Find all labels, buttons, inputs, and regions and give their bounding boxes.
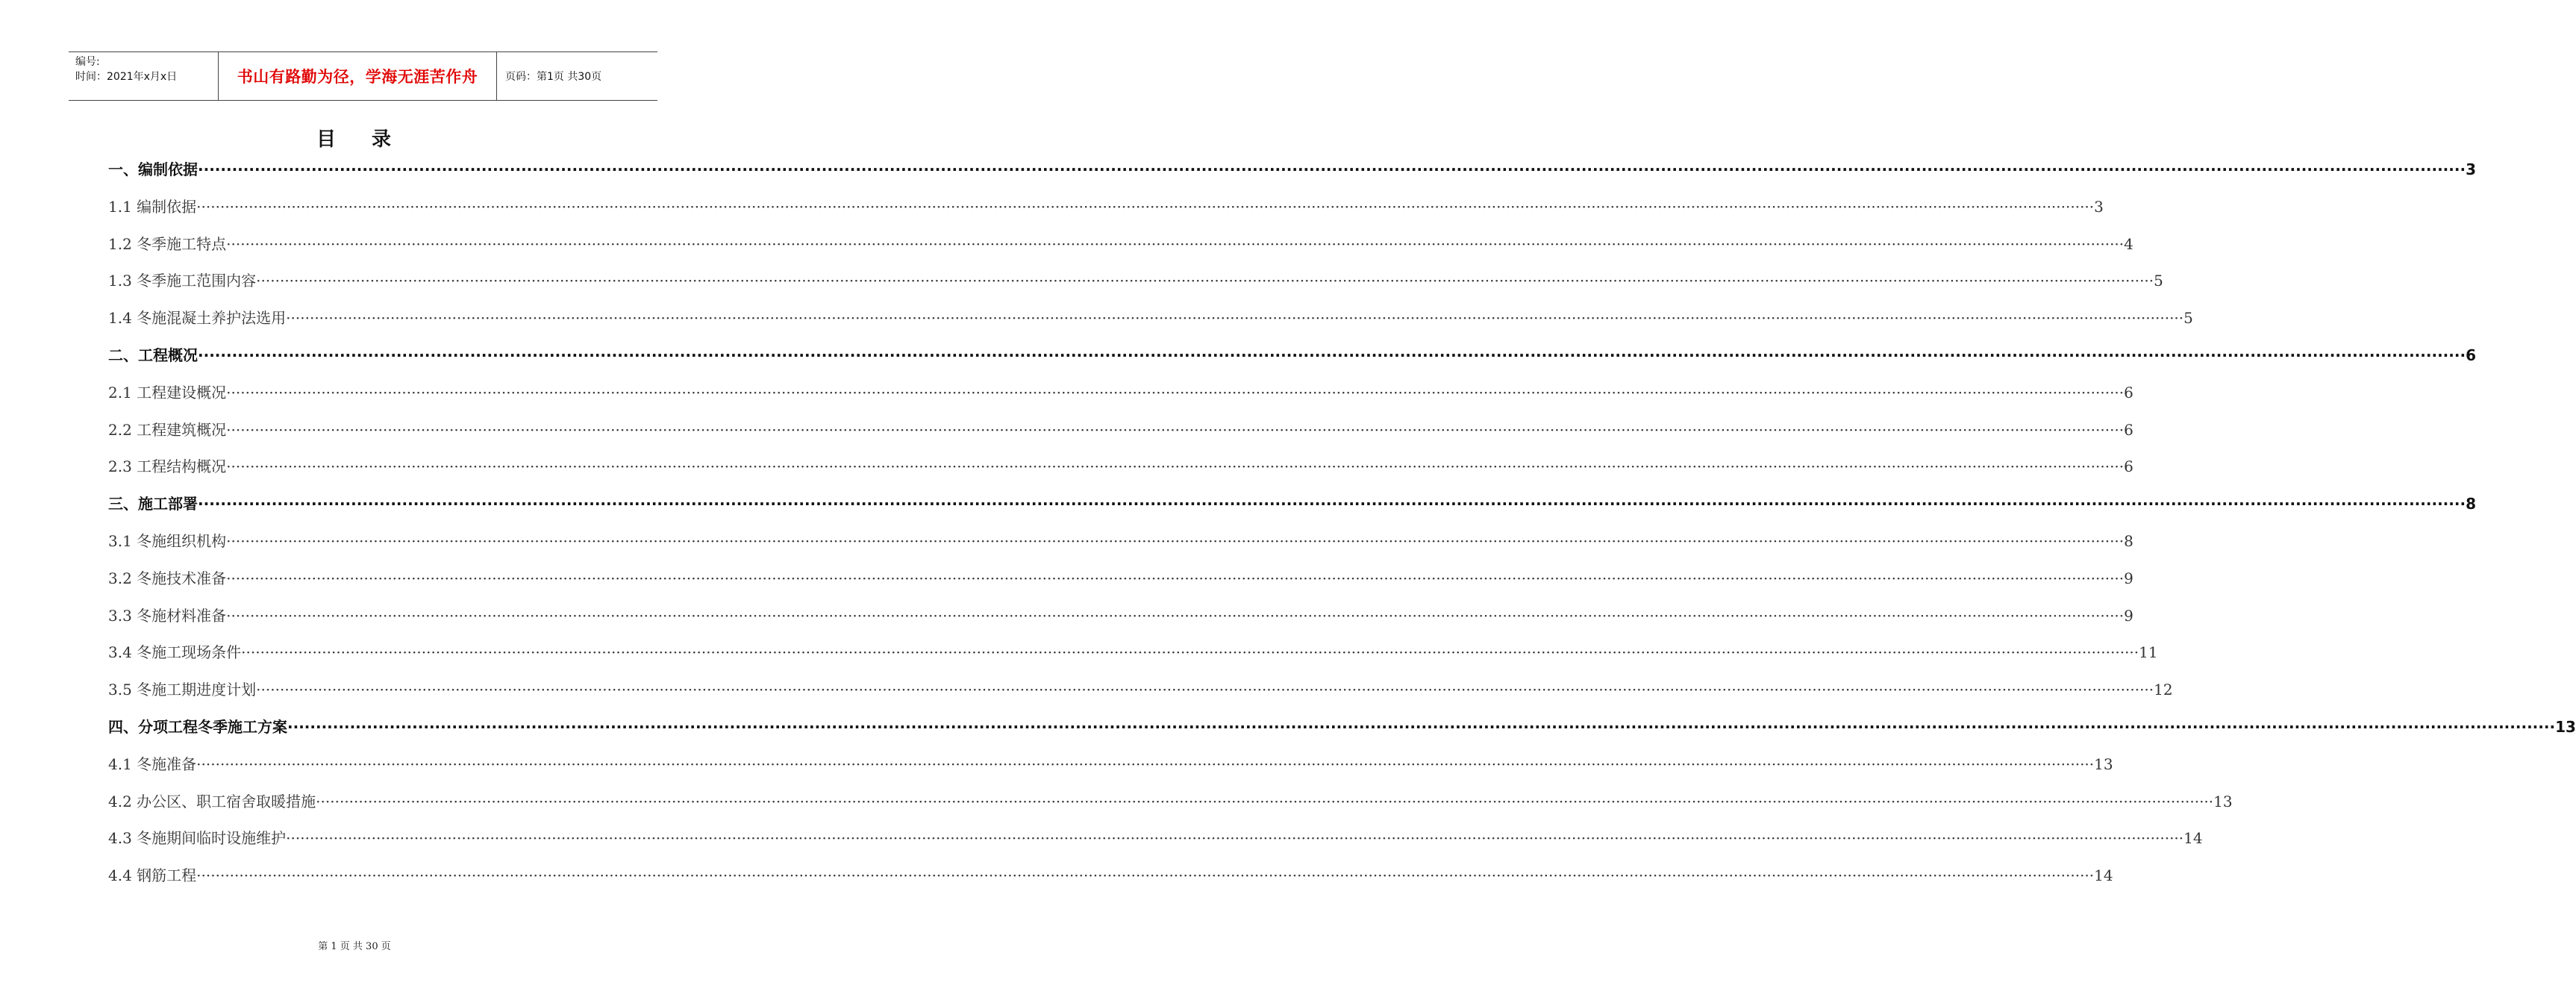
toc-leader-dots: ················································································································································································································································································································································································································	[196, 754, 2095, 773]
toc-entry-label: 四、分项工程冬季施工方案	[108, 718, 287, 736]
toc-leader-dots: ················································································································································································································································································································································································································	[198, 160, 2466, 178]
toc-entry-page: 3	[2094, 197, 2104, 216]
toc-entry-label: 4.4 钢筋工程	[108, 866, 197, 885]
toc-entry-label: 2.2 工程建筑概况	[108, 420, 227, 439]
toc-entry[interactable]	[108, 195, 2104, 219]
title-left-char: 目	[316, 128, 337, 151]
toc-leader-dots: ················································································································································································································································································································································································································	[316, 792, 2214, 810]
toc-leader-dots: ················································································································································································································································································································································································································	[226, 420, 2125, 439]
toc-entry-page: 13	[2094, 754, 2113, 773]
toc-entry-page: 5	[2183, 309, 2193, 328]
toc-leader-dots: ················································································································································································································································································································································································································	[226, 383, 2125, 401]
toc-entry-label: 3.3 冬施材料准备	[108, 606, 227, 625]
toc-entry[interactable]	[108, 306, 2193, 330]
toc-entry-label: 2.1 工程建设概况	[108, 383, 227, 401]
toc-entry-label: 1.2 冬季施工特点	[108, 234, 227, 253]
toc-entry[interactable]	[108, 790, 2233, 813]
toc-entry[interactable]	[108, 454, 2133, 478]
toc-entry[interactable]	[108, 157, 2476, 181]
toc-entry-page: 6	[2466, 346, 2476, 364]
toc-entry-page: 9	[2124, 569, 2133, 587]
toc-entry-label: 三、施工部署	[108, 495, 198, 513]
toc-entry-label: 4.3 冬施期间临时设施维护	[108, 829, 287, 848]
toc-entry[interactable]	[108, 418, 2133, 442]
toc-entry-page: 9	[2124, 606, 2133, 625]
toc-entry-label: 1.1 编制依据	[108, 197, 197, 216]
toc-leader-dots: ················································································································································································································································································································································································································	[226, 606, 2125, 625]
toc-entry[interactable]	[108, 269, 2163, 293]
toc-entry-label: 二、工程概况	[108, 346, 198, 364]
toc-entry[interactable]	[108, 826, 2203, 850]
toc-entry[interactable]	[108, 678, 2173, 702]
toc-entry[interactable]	[108, 863, 2113, 887]
toc-entry-page: 8	[2466, 495, 2476, 513]
toc-entry-label: 1.3 冬季施工范围内容	[108, 272, 257, 290]
toc-entry[interactable]	[108, 715, 2576, 739]
toc-entry-page: 12	[2154, 681, 2173, 699]
toc-entry-label: 2.3 工程结构概况	[108, 457, 227, 476]
toc-entry-label: 一、编制依据	[108, 160, 198, 178]
toc-entry-page: 13	[2555, 718, 2576, 736]
toc-entry-label: 3.2 冬施技术准备	[108, 569, 227, 587]
toc-leader-dots: ················································································································································································································································································································································································································	[226, 569, 2125, 587]
toc-leader-dots: ················································································································································································································································································································································································································	[196, 866, 2095, 885]
document-header	[69, 51, 657, 101]
document-time-label: 时间：2021年x月x日	[75, 71, 178, 83]
page-footer: 第 1 页 共 30 页	[318, 941, 391, 952]
toc-entry[interactable]	[108, 232, 2133, 256]
toc-entry-page: 11	[2139, 643, 2158, 662]
toc-entry[interactable]	[108, 343, 2476, 367]
toc-entry-page: 6	[2124, 457, 2133, 476]
toc-entry[interactable]	[108, 566, 2133, 590]
toc-entry[interactable]	[108, 381, 2133, 404]
toc-entry-label: 3.5 冬施工期进度计划	[108, 681, 257, 699]
toc-leader-dots: ················································································································································································································································································································································································································	[256, 681, 2154, 699]
page-title	[0, 124, 709, 151]
toc-leader-dots: ················································································································································································································································································································································································································	[198, 495, 2466, 513]
toc-entry-page: 14	[2183, 829, 2203, 848]
toc-leader-dots: ················································································································································································································································································································································································································	[196, 197, 2095, 216]
toc-entry-page: 6	[2124, 420, 2133, 439]
header-page-label: 页码：第1页 共30页	[505, 71, 602, 83]
toc-entry-page: 13	[2213, 792, 2233, 810]
toc-entry-page: 6	[2124, 383, 2133, 401]
toc-entry-label: 3.1 冬施组织机构	[108, 532, 227, 550]
document-number-label: 编号:	[75, 56, 100, 68]
toc-leader-dots: ················································································································································································································································································································································································································	[287, 718, 2556, 736]
toc-entry-page: 14	[2094, 866, 2113, 885]
toc-entry-label: 4.2 办公区、职工宿舍取暖措施	[108, 792, 316, 810]
toc-entry-label: 3.4 冬施工现场条件	[108, 643, 242, 662]
toc-entry-label: 4.1 冬施准备	[108, 754, 197, 773]
toc-entry[interactable]	[108, 492, 2476, 516]
title-right-char: 录	[372, 128, 393, 151]
toc-entry-page: 8	[2124, 532, 2133, 550]
toc-entry[interactable]	[108, 752, 2113, 776]
header-motto: 书山有路勤为径，学海无涯苦作舟	[219, 52, 497, 100]
toc-leader-dots: ················································································································································································································································································································································································································	[286, 829, 2184, 848]
toc-leader-dots: ················································································································································································································································································································································································································	[286, 309, 2184, 328]
toc-leader-dots: ················································································································································································································································································································································································································	[226, 532, 2125, 550]
toc-leader-dots: ················································································································································································································································································································································································································	[198, 346, 2466, 364]
toc-entry[interactable]	[108, 604, 2133, 628]
header-info-cell	[69, 52, 219, 100]
toc-entry-page: 4	[2124, 234, 2133, 253]
toc-entry-page: 3	[2466, 160, 2476, 178]
toc-leader-dots: ················································································································································································································································································································································································································	[226, 234, 2125, 253]
toc-entry-label: 1.4 冬施混凝土养护法选用	[108, 309, 287, 328]
toc-entry[interactable]	[108, 529, 2133, 553]
toc-entry-page: 5	[2154, 272, 2163, 290]
toc-leader-dots: ················································································································································································································································································································································································································	[256, 272, 2154, 290]
toc-leader-dots: ················································································································································································································································································································································································································	[226, 457, 2125, 476]
toc-entry[interactable]	[108, 640, 2158, 664]
toc-leader-dots: ················································································································································································································································································································································································································	[241, 643, 2139, 662]
